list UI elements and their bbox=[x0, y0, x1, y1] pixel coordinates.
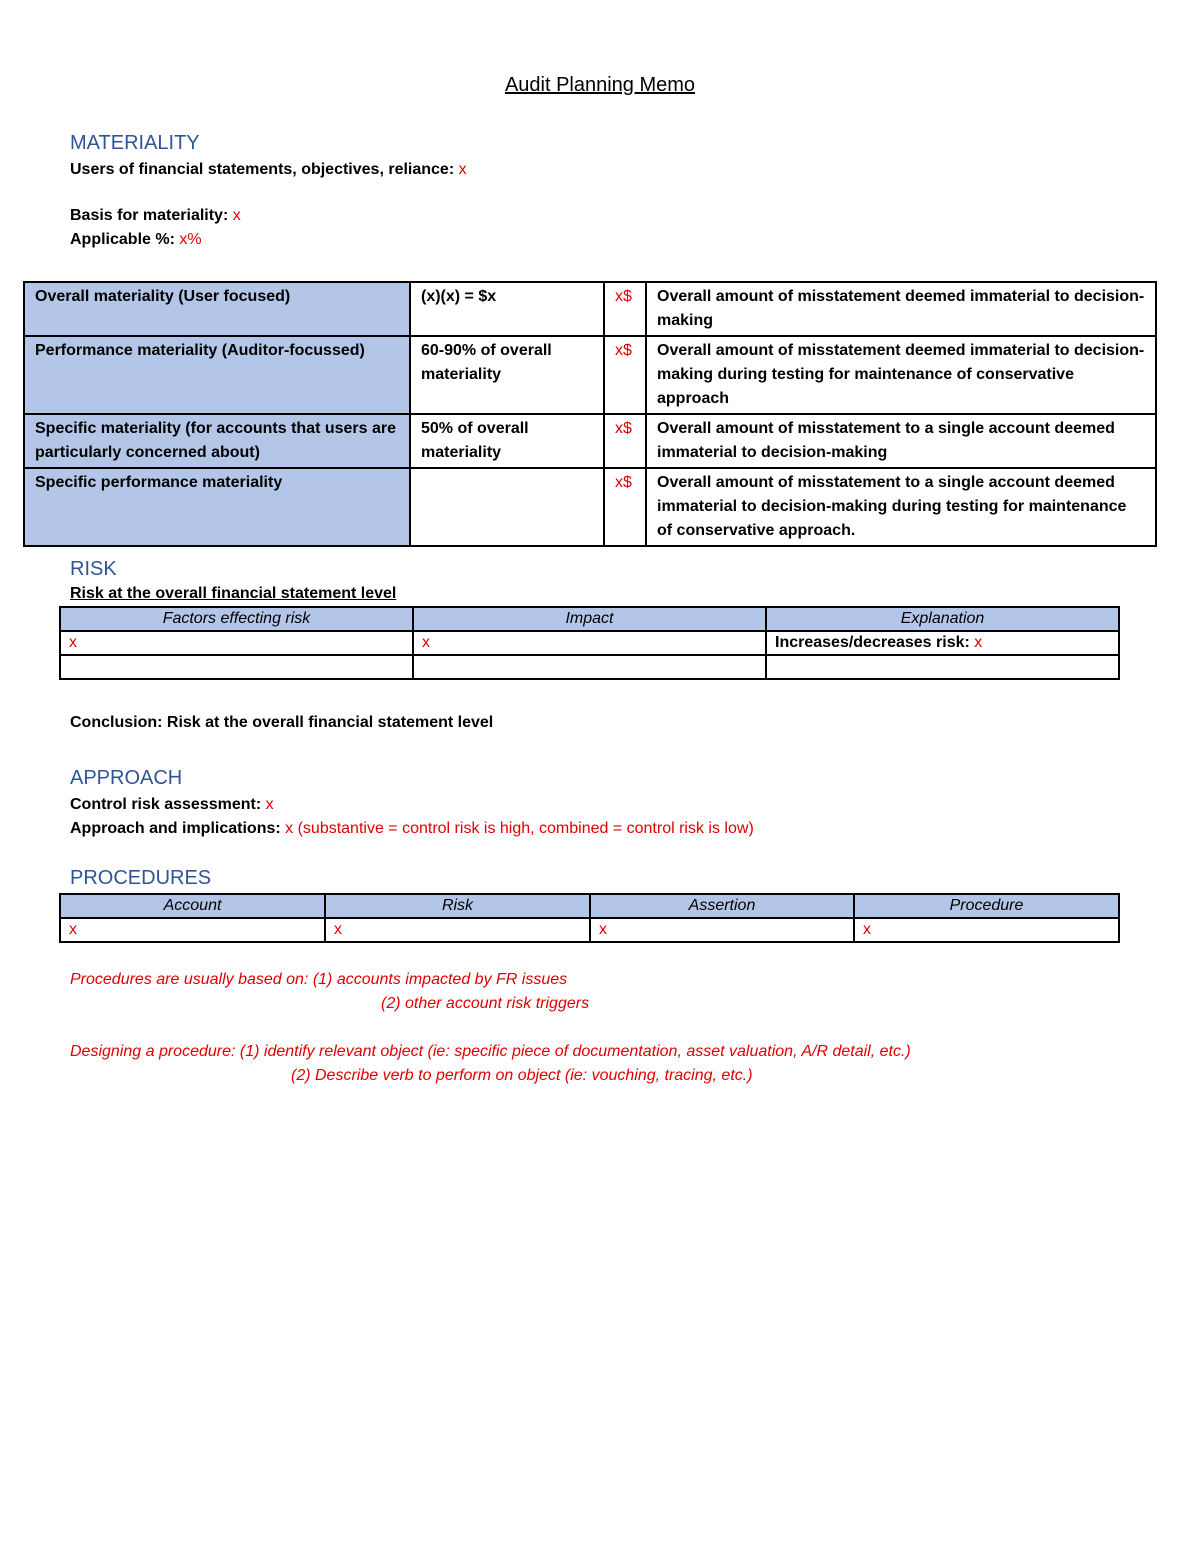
materiality-desc: Overall amount of misstatement to a single account deemed immaterial to decision-making during testing for maintenance of conservative approach. bbox=[646, 468, 1156, 546]
materiality-desc: Overall amount of misstatement to a single account deemed immaterial to decision-making bbox=[646, 414, 1156, 468]
page-title: Audit Planning Memo bbox=[504, 74, 696, 96]
users-line bbox=[70, 161, 467, 179]
materiality-label: Specific materiality (for accounts that users are particularly concerned about) bbox=[24, 414, 410, 468]
control-line bbox=[70, 796, 274, 814]
column-header: Impact bbox=[413, 607, 766, 631]
column-header: Explanation bbox=[766, 607, 1119, 631]
materiality-calc: 50% of overall materiality bbox=[410, 414, 604, 468]
table-row bbox=[24, 282, 1156, 336]
procedures-note-1a: Procedures are usually based on: (1) accounts impacted by FR issues bbox=[70, 971, 568, 988]
empty-cell bbox=[413, 655, 766, 679]
control-value: x bbox=[265, 796, 274, 813]
materiality-calc: (x)(x) = $x bbox=[410, 282, 604, 336]
materiality-desc: Overall amount of misstatement deemed immaterial to decision-making during testing for maintenance of conservative approach bbox=[646, 336, 1156, 414]
materiality-amount: x$ bbox=[604, 336, 646, 414]
procedure-cell: x bbox=[325, 918, 590, 942]
risk-impact-cell: x bbox=[413, 631, 766, 655]
procedures-note-2a: Designing a procedure: (1) identify relevant object (ie: specific piece of documentation, asset valuation, A/R detail, etc.) bbox=[70, 1043, 911, 1060]
risk-heading: RISK bbox=[70, 558, 117, 580]
materiality-label: Overall materiality (User focused) bbox=[24, 282, 410, 336]
table-row bbox=[24, 336, 1156, 414]
materiality-amount: x$ bbox=[604, 282, 646, 336]
basis-value: x bbox=[232, 207, 241, 224]
materiality-heading: MATERIALITY bbox=[70, 132, 200, 154]
materiality-label: Performance materiality (Auditor-focussed) bbox=[24, 336, 410, 414]
explanation-label: Increases/decreases risk: bbox=[775, 634, 970, 651]
table-row bbox=[60, 918, 1119, 942]
basis-label: Basis for materiality: bbox=[70, 207, 229, 224]
approach-heading: APPROACH bbox=[70, 767, 183, 789]
column-header: Assertion bbox=[590, 894, 854, 918]
pct-value: x% bbox=[179, 231, 202, 248]
risk-conclusion: Conclusion: Risk at the overall financial statement level bbox=[70, 714, 494, 731]
procedure-cell: x bbox=[60, 918, 325, 942]
users-value: x bbox=[458, 161, 467, 178]
risk-table bbox=[59, 606, 1120, 680]
materiality-calc: 60-90% of overall materiality bbox=[410, 336, 604, 414]
materiality-label: Specific performance materiality bbox=[24, 468, 410, 546]
column-header: Factors effecting risk bbox=[60, 607, 413, 631]
materiality-amount: x$ bbox=[604, 414, 646, 468]
procedures-heading: PROCEDURES bbox=[70, 867, 212, 889]
procedure-cell: x bbox=[854, 918, 1119, 942]
materiality-desc: Overall amount of misstatement deemed immaterial to decision-making bbox=[646, 282, 1156, 336]
approach-value: x (substantive = control risk is high, combined = control risk is low) bbox=[285, 820, 754, 837]
procedures-note-1b: (2) other account risk triggers bbox=[381, 995, 590, 1012]
table-row bbox=[24, 414, 1156, 468]
empty-cell bbox=[60, 655, 413, 679]
table-header-row bbox=[60, 894, 1119, 918]
table-header-row bbox=[60, 607, 1119, 631]
column-header: Risk bbox=[325, 894, 590, 918]
procedure-cell: x bbox=[590, 918, 854, 942]
empty-cell bbox=[766, 655, 1119, 679]
approach-line bbox=[70, 820, 754, 838]
table-row bbox=[60, 655, 1119, 679]
risk-factor-cell: x bbox=[60, 631, 413, 655]
table-row bbox=[60, 631, 1119, 655]
procedures-table bbox=[59, 893, 1120, 943]
control-label: Control risk assessment: bbox=[70, 796, 262, 813]
basis-line bbox=[70, 207, 241, 225]
materiality-table bbox=[23, 281, 1157, 547]
column-header: Procedure bbox=[854, 894, 1119, 918]
explanation-value: x bbox=[974, 634, 983, 651]
risk-explanation-cell bbox=[766, 631, 1119, 655]
pct-label: Applicable %: bbox=[70, 231, 175, 248]
users-label: Users of financial statements, objectives, reliance: bbox=[70, 161, 455, 178]
materiality-amount: x$ bbox=[604, 468, 646, 546]
approach-label: Approach and implications: bbox=[70, 820, 281, 837]
table-row bbox=[24, 468, 1156, 546]
pct-line bbox=[70, 231, 202, 249]
procedures-note-2b: (2) Describe verb to perform on object (ie: vouching, tracing, etc.) bbox=[291, 1067, 753, 1084]
materiality-calc bbox=[410, 468, 604, 546]
column-header: Account bbox=[60, 894, 325, 918]
risk-subheading: Risk at the overall financial statement level bbox=[70, 585, 397, 602]
